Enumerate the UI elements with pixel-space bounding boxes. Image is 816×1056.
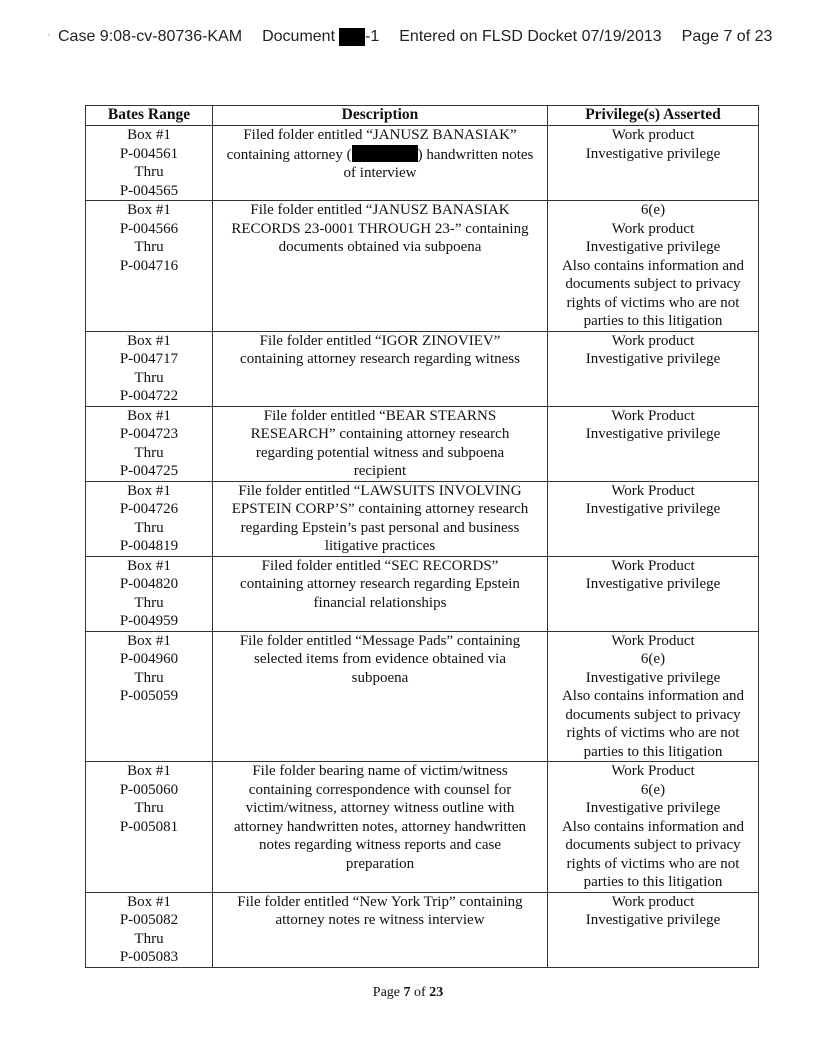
table-body: [86, 126, 759, 968]
column-header-description: Description: [213, 106, 548, 126]
privilege-line: parties to this litigation: [583, 874, 723, 890]
table-row: [86, 126, 759, 201]
privilege-line: Investigative privilege: [585, 576, 721, 592]
description-line: recipient: [353, 463, 407, 479]
description-fragment: containing attorney (: [226, 146, 352, 163]
privilege-line: Investigative privilege: [585, 145, 721, 162]
privilege-line: documents subject to privacy: [565, 276, 741, 292]
table-row: [86, 556, 759, 631]
privilege-cell: [548, 481, 759, 556]
bates-line: Box #1: [127, 763, 171, 779]
bates-range-cell: [86, 126, 213, 201]
bates-line: P-004722: [119, 388, 179, 404]
bates-line: P-004960: [119, 651, 179, 667]
privilege-line: Also contains information and: [561, 688, 745, 704]
description-cell: [213, 631, 548, 762]
footer-total-pages: 23: [429, 985, 444, 1000]
privilege-line: Also contains information and: [561, 257, 745, 274]
privilege-cell: [548, 892, 759, 967]
description-line: File folder entitled “Message Pads” containing: [239, 632, 521, 649]
description-cell: [213, 762, 548, 893]
bates-line: Box #1: [127, 127, 171, 143]
privilege-cell: [548, 556, 759, 631]
privilege-line: Work Product: [611, 557, 695, 574]
page-footer: [0, 985, 816, 1001]
bates-line: P-004723: [119, 426, 179, 442]
description-line: litigative practices: [324, 538, 436, 554]
privilege-line: Also contains information and: [561, 818, 745, 835]
privilege-cell: [548, 406, 759, 481]
bates-line: P-005060: [119, 781, 179, 798]
description-cell: [213, 556, 548, 631]
privilege-line: Investigative privilege: [585, 501, 721, 517]
description-line: notes regarding witness reports and case: [258, 837, 501, 853]
description-cell: [213, 331, 548, 406]
table-row: [86, 331, 759, 406]
description-line: of interview: [343, 165, 417, 181]
column-header-privilege: Privilege(s) Asserted: [548, 106, 759, 126]
description-line: containing attorney research regarding Epstein: [240, 576, 520, 592]
privilege-line: Investigative privilege: [585, 351, 721, 367]
bates-line: P-005082: [119, 912, 179, 928]
privilege-line: rights of victims who are not: [566, 725, 740, 741]
privilege-line: Investigative privilege: [585, 669, 721, 686]
bates-line: Thru: [134, 594, 164, 611]
bates-line: Thru: [134, 669, 164, 686]
table-row: [86, 201, 759, 332]
bates-line: P-004725: [119, 463, 179, 479]
table-row: [86, 892, 759, 967]
description-line: attorney notes re witness interview: [275, 912, 485, 928]
description-line: preparation: [345, 855, 415, 872]
description-line: RECORDS 23-0001 THROUGH 23-” containing: [231, 220, 529, 237]
bates-line: P-005081: [119, 818, 179, 835]
description-line: financial relationships: [313, 594, 447, 611]
privilege-line: Work product: [611, 332, 695, 349]
privilege-line: Investigative privilege: [585, 426, 721, 442]
bates-line: Box #1: [127, 332, 171, 349]
description-line: containing correspondence with counsel for: [248, 781, 512, 798]
privilege-line: rights of victims who are not: [566, 294, 740, 311]
table-header-row: [86, 106, 759, 126]
bates-range-cell: [86, 331, 213, 406]
privilege-line: parties to this litigation: [583, 743, 723, 760]
description-line: File folder entitled “IGOR ZINOVIEV”: [259, 332, 501, 349]
privilege-line: rights of victims who are not: [566, 855, 740, 872]
description-line: victim/witness, attorney witness outline with: [245, 800, 515, 816]
privilege-line: Investigative privilege: [585, 239, 721, 255]
table-row: [86, 631, 759, 762]
privilege-line: Investigative privilege: [585, 800, 721, 816]
privilege-line: 6(e): [640, 781, 666, 798]
column-header-bates: Bates Range: [86, 106, 213, 126]
privilege-log-table: [85, 105, 759, 968]
privilege-cell: [548, 201, 759, 332]
description-line: RESEARCH” containing attorney research: [250, 426, 510, 442]
footer-of: of: [414, 985, 426, 1000]
bates-line: P-004819: [119, 538, 179, 554]
bates-line: Box #1: [127, 557, 171, 574]
description-cell: [213, 481, 548, 556]
description-line: regarding Epstein’s past personal and business: [240, 519, 520, 536]
privilege-line: Investigative privilege: [585, 912, 721, 928]
bates-line: P-004716: [119, 257, 179, 274]
bates-line: Box #1: [127, 202, 171, 218]
bates-line: Box #1: [127, 407, 171, 424]
bates-line: P-004959: [119, 613, 179, 629]
bates-line: P-004565: [119, 182, 179, 199]
bates-line: Box #1: [127, 632, 171, 649]
document-label: Document: [262, 28, 336, 45]
footer-prefix: Page: [372, 985, 401, 1000]
description-line: documents obtained via subpoena: [278, 239, 482, 255]
description-line: Filed folder entitled “JANUSZ BANASIAK”: [243, 127, 517, 143]
bates-line: Thru: [134, 519, 164, 536]
privilege-cell: [548, 631, 759, 762]
bates-range-cell: [86, 631, 213, 762]
description-line: containing attorney research regarding witness: [240, 351, 520, 367]
header-page-number: Page 7 of 23: [681, 28, 773, 45]
description-cell: [213, 406, 548, 481]
table-row: [86, 406, 759, 481]
description-line: EPSTEIN CORP’S” containing attorney research: [231, 501, 529, 517]
privilege-line: Work Product: [611, 632, 695, 649]
description-line: subpoena: [351, 669, 409, 686]
bates-line: Thru: [134, 930, 164, 947]
description-cell: [213, 126, 548, 201]
description-line: regarding potential witness and subpoena: [255, 444, 505, 461]
privilege-line: Work Product: [611, 482, 695, 499]
privilege-cell: [548, 762, 759, 893]
description-line: attorney handwritten notes, attorney handwritten: [234, 818, 526, 835]
privilege-line: documents subject to privacy: [565, 837, 741, 853]
bates-range-cell: [86, 892, 213, 967]
privilege-line: 6(e): [640, 202, 666, 218]
scan-mark: ‘: [48, 32, 50, 42]
description-line: File folder entitled “New York Trip” containing: [237, 893, 523, 910]
redaction-block: [339, 28, 365, 46]
privilege-line: 6(e): [640, 651, 666, 667]
bates-line: Thru: [134, 800, 164, 816]
bates-range-cell: [86, 556, 213, 631]
privilege-line: Work Product: [611, 763, 695, 779]
description-line: selected items from evidence obtained via: [254, 651, 506, 667]
privilege-line: Work Product: [611, 407, 695, 424]
docket-header: [48, 28, 778, 50]
bates-line: Thru: [134, 369, 164, 386]
bates-line: P-004820: [119, 576, 179, 592]
redaction-block: [352, 145, 418, 162]
footer-page-number: 7: [403, 985, 411, 1000]
bates-line: Box #1: [127, 482, 171, 499]
docket-entry: Entered on FLSD Docket 07/19/2013: [399, 28, 662, 45]
privilege-line: Work product: [611, 127, 695, 143]
bates-line: P-005083: [119, 949, 179, 965]
bates-line: Thru: [134, 444, 164, 461]
description-fragment: ) handwritten notes: [417, 146, 534, 163]
bates-range-cell: [86, 406, 213, 481]
description-line: [217, 145, 543, 165]
bates-line: P-004726: [119, 501, 179, 517]
bates-line: P-004566: [119, 220, 179, 237]
bates-line: Thru: [134, 164, 164, 180]
bates-range-cell: [86, 201, 213, 332]
privilege-line: Work product: [611, 893, 695, 910]
bates-line: P-005059: [119, 688, 179, 704]
description-line: Filed folder entitled “SEC RECORDS”: [261, 557, 499, 574]
bates-range-cell: [86, 481, 213, 556]
description-line: File folder entitled “JANUSZ BANASIAK: [250, 202, 510, 218]
privilege-cell: [548, 126, 759, 201]
description-line: File folder entitled “LAWSUITS INVOLVING: [238, 482, 522, 499]
description-line: File folder bearing name of victim/witness: [252, 763, 508, 779]
bates-range-cell: [86, 762, 213, 893]
case-number: Case 9:08-cv-80736-KAM: [58, 28, 243, 45]
bates-line: Box #1: [127, 893, 171, 910]
privilege-line: parties to this litigation: [583, 313, 723, 329]
privilege-cell: [548, 331, 759, 406]
description-line: File folder entitled “BEAR STEARNS: [263, 407, 497, 424]
bates-line: Thru: [134, 239, 164, 255]
bates-line: P-004561: [119, 145, 179, 162]
document-suffix: -1: [365, 28, 380, 45]
description-cell: [213, 201, 548, 332]
privilege-line: documents subject to privacy: [565, 706, 741, 723]
table-row: [86, 762, 759, 893]
privilege-line: Work product: [611, 220, 695, 237]
description-cell: [213, 892, 548, 967]
table-row: [86, 481, 759, 556]
bates-line: P-004717: [119, 351, 179, 367]
